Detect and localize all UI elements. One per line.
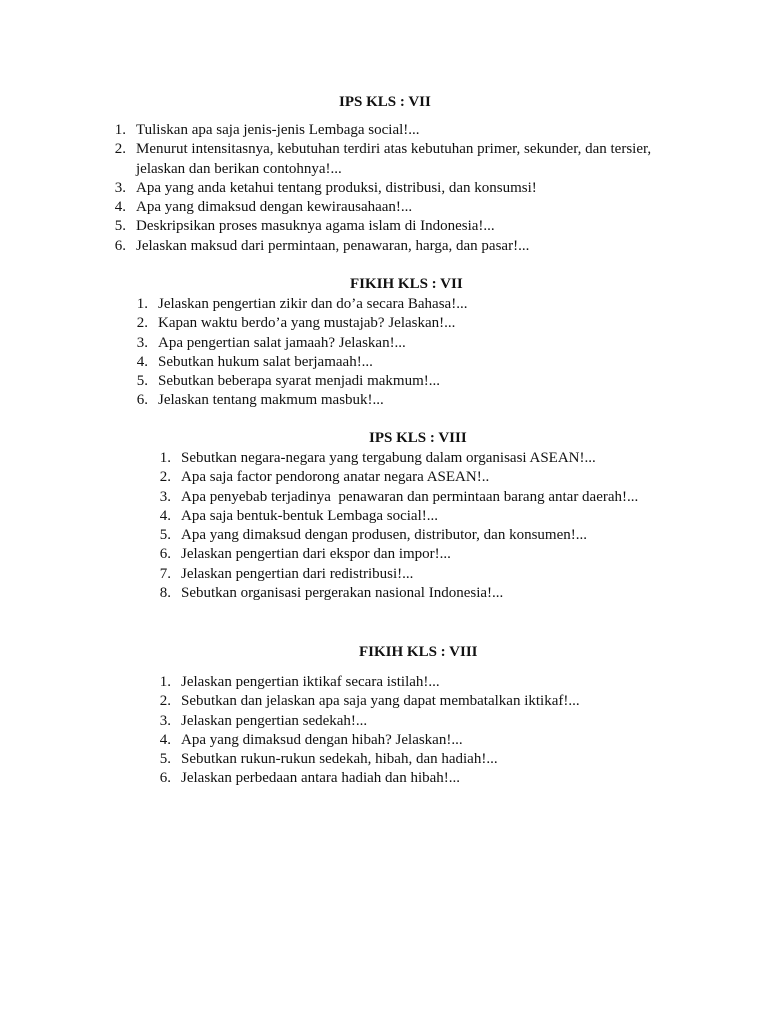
question-number: 4.: [159, 507, 171, 524]
question-item: [157, 750, 717, 769]
question-number: 2.: [159, 469, 171, 486]
question-text: Jelaskan perbedaan antara hadiah dan hibah!...: [181, 770, 461, 787]
question-item: [157, 584, 717, 603]
question-text: Jelaskan pengertian dari ekspor dan impor!...: [181, 546, 451, 563]
question-item: [157, 468, 717, 487]
section-heading: IPS KLS : VIII: [369, 430, 467, 446]
question-item: [134, 391, 694, 410]
question-number: 5.: [136, 373, 148, 390]
question-item: [134, 295, 694, 314]
question-item: [157, 673, 717, 692]
question-number: 5.: [159, 527, 171, 544]
question-text: Sebutkan beberapa syarat menjadi makmum!...: [158, 373, 440, 390]
question-text: Sebutkan negara-negara yang tergabung dalam organisasi ASEAN!...: [181, 450, 596, 466]
question-item: [157, 692, 717, 711]
question-text: Jelaskan pengertian iktikaf secara istilah!...: [181, 674, 440, 690]
question-item: [112, 237, 672, 256]
question-item: [157, 449, 717, 468]
question-list: [157, 673, 717, 789]
question-item: [112, 217, 672, 236]
question-number: 1.: [159, 450, 171, 466]
question-number: 6.: [159, 546, 171, 563]
question-text: Apa saja factor pendorong anatar negara ASEAN!..: [181, 469, 490, 486]
question-list: [112, 121, 672, 256]
question-text: Apa yang dimaksud dengan kewirausahaan!...: [136, 199, 413, 216]
question-item: [112, 198, 672, 217]
question-number: 3.: [114, 179, 126, 196]
question-text: Apa saja bentuk-bentuk Lembaga social!...: [181, 507, 438, 524]
question-text: Apa yang dimaksud dengan hibah? Jelaskan!...: [181, 731, 463, 748]
question-number: 3.: [159, 712, 171, 729]
question-text: Menurut intensitasnya, kebutuhan terdiri atas kebutuhan primer, sekunder, dan tersier, jelaskan dan berikan contohnya!...: [136, 141, 652, 177]
question-number: 2.: [159, 693, 171, 710]
question-number: 6.: [136, 392, 148, 409]
question-number: 5.: [159, 751, 171, 768]
question-item: [157, 712, 717, 731]
question-item: [157, 731, 717, 750]
question-number: 6.: [159, 770, 171, 787]
question-number: 4.: [159, 731, 171, 748]
question-number: 2.: [136, 315, 148, 332]
question-list: [157, 449, 717, 603]
question-number: 2.: [114, 141, 126, 158]
question-item: [157, 526, 717, 545]
question-number: 4.: [114, 199, 126, 216]
question-number: 5.: [114, 218, 126, 235]
question-item: [157, 507, 717, 526]
question-number: 1.: [136, 296, 148, 312]
section-heading: FIKIH KLS : VIII: [359, 644, 478, 660]
question-list: [134, 295, 694, 411]
question-item: [157, 565, 717, 584]
question-text: Sebutkan rukun-rukun sedekah, hibah, dan hadiah!...: [181, 751, 498, 768]
section-heading: IPS KLS : VII: [339, 94, 431, 110]
question-text: Jelaskan pengertian sedekah!...: [181, 712, 368, 729]
question-item: [134, 314, 694, 333]
question-item: [112, 140, 672, 179]
question-text: Jelaskan pengertian zikir dan do’a secara Bahasa!...: [158, 296, 468, 312]
question-number: 4.: [136, 353, 148, 370]
question-text: Tuliskan apa saja jenis-jenis Lembaga social!...: [136, 122, 420, 138]
question-number: 1.: [114, 122, 126, 138]
question-text: Apa yang anda ketahui tentang produksi, distribusi, dan konsumsi!: [136, 179, 537, 196]
question-text: Jelaskan tentang makmum masbuk!...: [158, 392, 384, 409]
question-text: Sebutkan organisasi pergerakan nasional Indonesia!...: [181, 585, 504, 602]
section-heading: FIKIH KLS : VII: [350, 276, 463, 292]
question-text: Sebutkan hukum salat berjamaah!...: [158, 353, 373, 370]
question-item: [157, 488, 717, 507]
question-item: [112, 179, 672, 198]
question-text: Sebutkan dan jelaskan apa saja yang dapat membatalkan iktikaf!...: [181, 693, 580, 710]
question-text: Jelaskan pengertian dari redistribusi!...: [181, 565, 414, 582]
question-item: [112, 121, 672, 140]
question-text: Jelaskan maksud dari permintaan, penawaran, harga, dan pasar!...: [136, 237, 530, 254]
question-number: 3.: [136, 334, 148, 351]
question-number: 7.: [159, 565, 171, 582]
question-number: 1.: [159, 674, 171, 690]
question-item: [134, 353, 694, 372]
question-text: Kapan waktu berdo’a yang mustajab? Jelaskan!...: [158, 315, 456, 332]
question-text: Apa pengertian salat jamaah? Jelaskan!...: [158, 334, 406, 351]
question-text: Apa penyebab terjadinya penawaran dan permintaan barang antar daerah!...: [181, 488, 639, 505]
question-item: [134, 334, 694, 353]
question-item: [157, 769, 717, 788]
question-text: Deskripsikan proses masuknya agama islam di Indonesia!...: [136, 218, 495, 235]
question-number: 3.: [159, 488, 171, 505]
question-text: Apa yang dimaksud dengan produsen, distributor, dan konsumen!...: [181, 527, 587, 544]
question-number: 6.: [114, 237, 126, 254]
question-item: [134, 372, 694, 391]
question-item: [157, 545, 717, 564]
question-number: 8.: [159, 585, 171, 602]
